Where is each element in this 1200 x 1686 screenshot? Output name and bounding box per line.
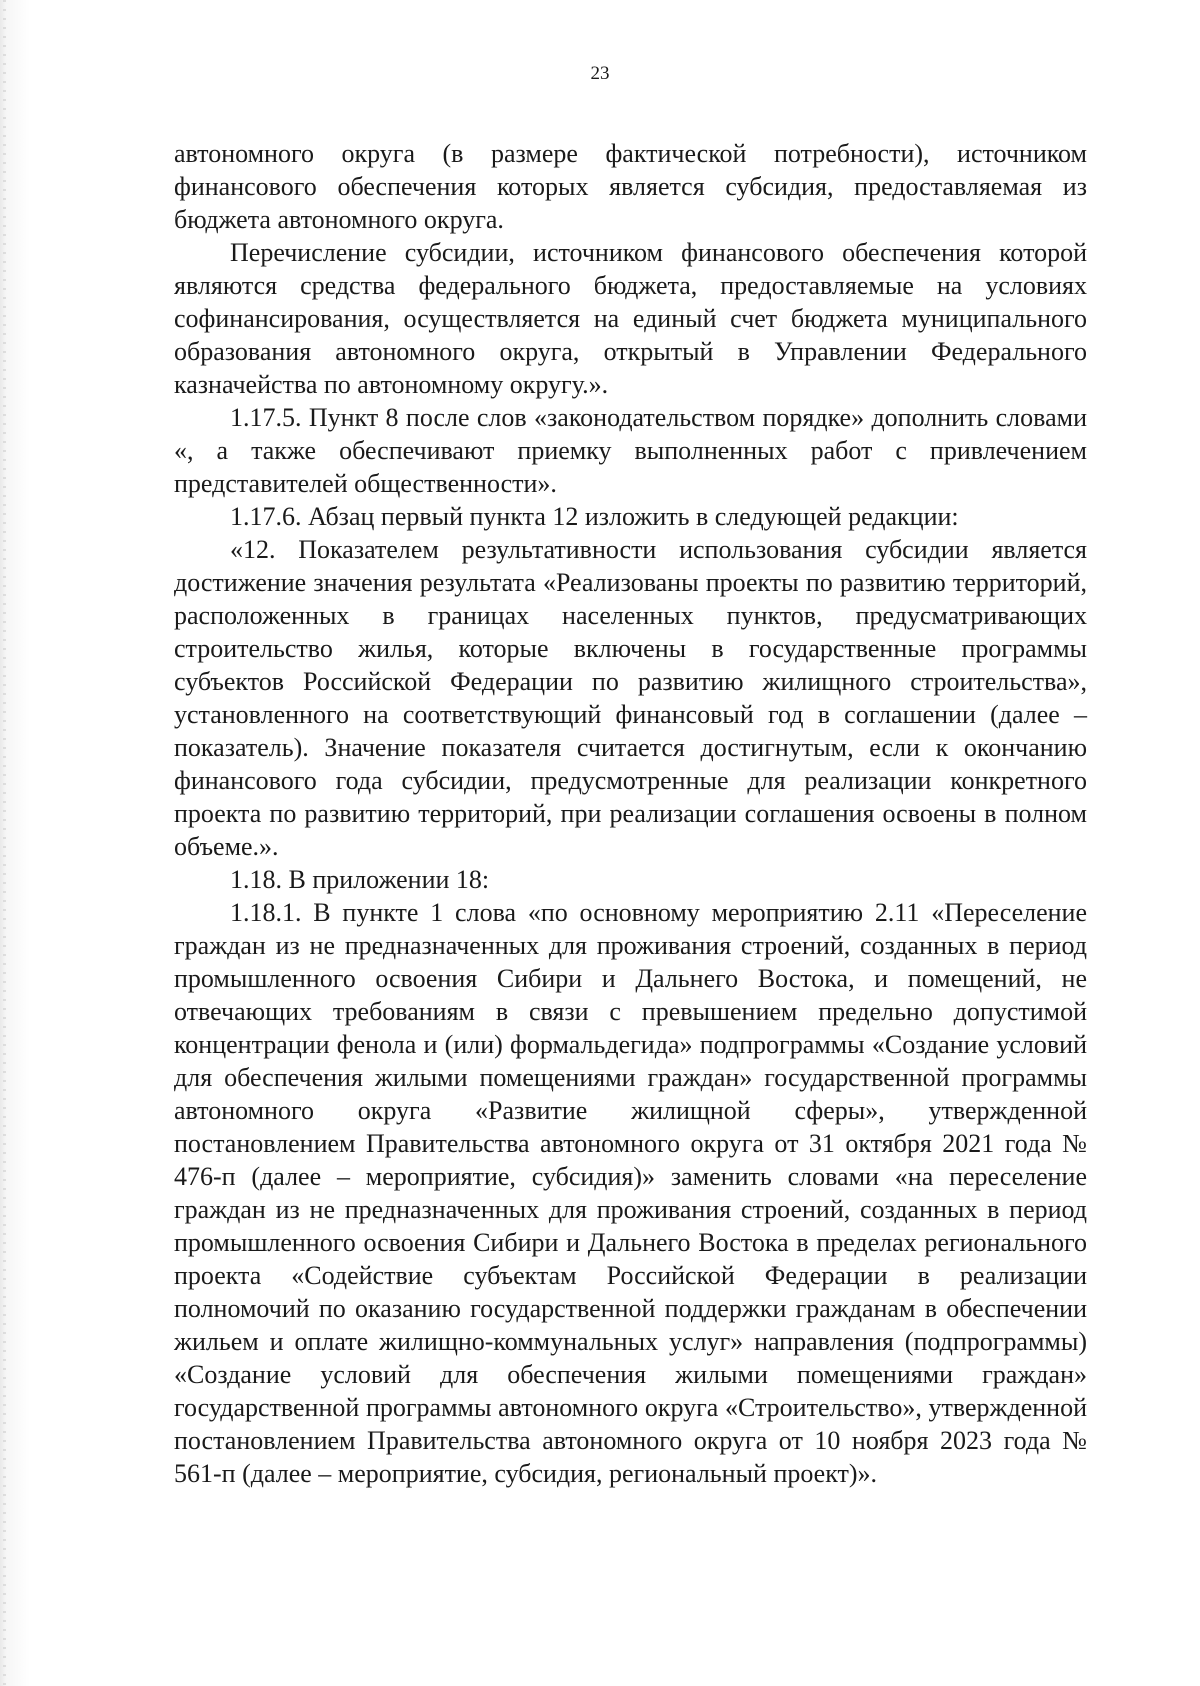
document-body: [174, 137, 1087, 1490]
paragraph-continuation: автономного округа (в размере фактической потребности), источником финансового обеспечения которых является субсидия, предоставляемая из бюджета автономного округа.: [174, 139, 1087, 234]
scan-edge-artifact: [0, 0, 40, 1686]
paragraph-clause-12: «12. Показателем результативности использования субсидии является достижение значения результата «Реализованы проекты по развитию территорий, расположенных в границах населенных пунктов, предусматривающих строительство жилья, которые включены в государственные программы субъектов Российской Федерации по развитию жилищного строительства», установленного на соответствующий финансовый год в соглашении (далее – показатель). Значение показателя считается достигнутым, если к окончанию финансового года субсидии, предусмотренные для реализации конкретного проекта по развитию территорий, при реализации соглашения освоены в полном объеме.».: [174, 535, 1087, 861]
page-number: 23: [590, 63, 610, 84]
paragraph-1-17-5: 1.17.5. Пункт 8 после слов «законодательством порядке» дополнить словами «, а также обеспечивают приемку выполненных работ с привлечением представителей общественности».: [174, 403, 1087, 498]
paragraph-1-18: 1.18. В приложении 18:: [230, 865, 490, 894]
paragraph-1-17-6: 1.17.6. Абзац первый пункта 12 изложить в следующей редакции:: [230, 502, 959, 531]
paragraph-1-18-1: 1.18.1. В пункте 1 слова «по основному мероприятию 2.11 «Переселение граждан из не предназначенных для проживания строений, созданных в период промышленного освоения Сибири и Дальнего Востока, и помещений, не отвечающих требованиям в связи с превышением предельно допустимой концентрации фенола и (или) формальдегида» подпрограммы «Создание условий для обеспечения жилыми помещениями граждан» государственной программы автономного округа «Развитие жилищной сферы», утвержденной постановлением Правительства автономного округа от 31 октября 2021 года № 476-п (далее – мероприятие, субсидия)» заменить словами «на переселение граждан из не предназначенных для проживания строений, созданных в период промышленного освоения Сибири и Дальнего Востока в пределах регионального проекта «Содействие субъектам Российской Федерации в реализации полномочий по оказанию государственной поддержки гражданам в обеспечении жильем и оплате жилищно-коммунальных услуг» направления (подпрограммы) «Создание условий для обеспечения жилыми помещениями граждан» государственной программы автономного округа «Строительство», утвержденной постановлением Правительства автономного округа от 10 ноября 2023 года № 561-п (далее – мероприятие, субсидия, региональный проект)».: [174, 898, 1087, 1488]
paragraph-subsidy-transfer: Перечисление субсидии, источником финансового обеспечения которой являются средства федерального бюджета, предоставляемые на условиях софинансирования, осуществляется на единый счет бюджета муниципального образования автономного округа, открытый в Управлении Федерального казначейства по автономному округу.».: [174, 238, 1087, 399]
